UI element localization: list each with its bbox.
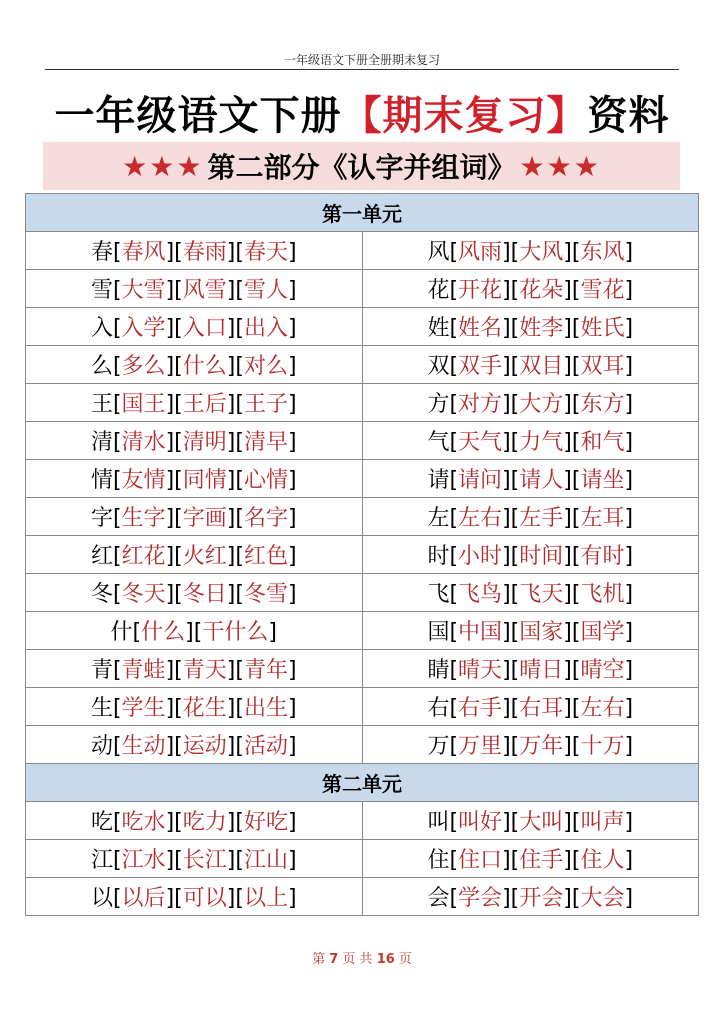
footer-total-pages: 16: [376, 952, 395, 967]
entry-character: 动: [90, 734, 113, 759]
footer-mid: 页 共: [342, 952, 373, 967]
entry-word: 王子: [243, 392, 288, 417]
section-title: 第二部分《认字并组词》: [207, 151, 516, 184]
entry-word: 入口: [182, 316, 227, 341]
unit-title: 第二单元: [26, 764, 699, 802]
entry-word: 住手: [519, 848, 564, 873]
entry-word: 冬日: [182, 582, 227, 607]
vocab-entry: 以[以后][可以][以上]: [26, 878, 363, 916]
entry-word: 花朵: [519, 278, 564, 303]
table-row: [26, 270, 699, 308]
entry-character: 红: [90, 544, 113, 569]
table-row: [26, 802, 699, 840]
entry-character: 春: [90, 240, 113, 265]
vocab-entry: 清[清水][清明][清早]: [26, 422, 363, 460]
vocab-entry: 气[天气][力气][和气]: [362, 422, 699, 460]
entry-character: 以: [90, 886, 113, 911]
entry-word: 姓名: [458, 316, 503, 341]
table-row: [26, 460, 699, 498]
vocab-entry: 方[对方][大方][东方]: [362, 384, 699, 422]
entry-word: 中国: [458, 620, 503, 645]
entry-character: 王: [90, 392, 113, 417]
entry-character: 万: [427, 734, 450, 759]
vocab-entry: 青[青蛙][青天][青年]: [26, 650, 363, 688]
entry-word: 住口: [458, 848, 503, 873]
entry-character: 左: [427, 506, 450, 531]
vocab-entry: 什[什么][干什么]: [26, 612, 363, 650]
entry-character: 叫: [427, 810, 450, 835]
vocab-entry: 万[万里][万年][十万]: [362, 726, 699, 764]
entry-word: 清早: [243, 430, 288, 455]
entry-character: 住: [427, 848, 450, 873]
entry-character: 吃: [90, 810, 113, 835]
entry-word: 飞天: [519, 582, 564, 607]
unit-title: 第一单元: [26, 194, 699, 232]
entry-word: 请人: [519, 468, 564, 493]
entry-character: 江: [90, 848, 113, 873]
entry-word: 晴空: [580, 658, 625, 683]
entry-word: 多么: [121, 354, 166, 379]
vocab-table: [25, 193, 699, 916]
entry-word: 左右: [458, 506, 503, 531]
entry-word: 大会: [580, 886, 625, 911]
entry-character: 青: [90, 658, 113, 683]
entry-word: 东方: [580, 392, 625, 417]
vocab-entry: 字[生字][字画][名字]: [26, 498, 363, 536]
entry-word: 出生: [243, 696, 288, 721]
entry-word: 对么: [243, 354, 288, 379]
entry-word: 叫好: [458, 810, 503, 835]
entry-word: 清水: [121, 430, 166, 455]
entry-word: 开花: [458, 278, 503, 303]
entry-word: 运动: [182, 734, 227, 759]
entry-character: 入: [90, 316, 113, 341]
footer-pre: 第: [312, 952, 326, 967]
table-row: [26, 308, 699, 346]
footer-post: 页: [398, 952, 412, 967]
title-highlight: 【期末复习】: [341, 93, 588, 139]
vocab-entry: 么[多么][什么][对么]: [26, 346, 363, 384]
table-row: [26, 422, 699, 460]
vocab-entry: 情[友情][同情][心情]: [26, 460, 363, 498]
entry-word: 对方: [458, 392, 503, 417]
vocab-entry: 动[生动][运动][活动]: [26, 726, 363, 764]
vocab-entry: 会[学会][开会][大会]: [362, 878, 699, 916]
entry-word: 春雨: [182, 240, 227, 265]
entry-word: 红花: [121, 544, 166, 569]
table-row: [26, 536, 699, 574]
entry-word: 小时: [458, 544, 503, 569]
entry-word: 大风: [519, 240, 564, 265]
vocab-entry: 入[入学][入口][出入]: [26, 308, 363, 346]
entry-word: 江水: [121, 848, 166, 873]
entry-word: 活动: [243, 734, 288, 759]
table-row: [26, 650, 699, 688]
table-row: [26, 346, 699, 384]
entry-word: 右手: [458, 696, 503, 721]
entry-word: 十万: [580, 734, 625, 759]
entry-word: 江山: [243, 848, 288, 873]
entry-word: 住人: [580, 848, 625, 873]
entry-word: 风雪: [182, 278, 227, 303]
section-banner: [43, 142, 680, 190]
entry-word: 大叫: [519, 810, 564, 835]
vocab-entry: 吃[吃水][吃力][好吃]: [26, 802, 363, 840]
entry-character: 清: [90, 430, 113, 455]
entry-word: 同情: [182, 468, 227, 493]
entry-word: 青蛙: [121, 658, 166, 683]
entry-word: 吃力: [182, 810, 227, 835]
table-row: [26, 726, 699, 764]
title-suffix: 资料: [587, 93, 670, 139]
entry-character: 时: [427, 544, 450, 569]
vocab-entry: 左[左右][左手][左耳]: [362, 498, 699, 536]
entry-character: 国: [427, 620, 450, 645]
entry-word: 王后: [182, 392, 227, 417]
entry-word: 国学: [580, 620, 625, 645]
vocab-entry: 睛[晴天][晴日][晴空]: [362, 650, 699, 688]
page-title: [0, 84, 724, 141]
entry-word: 冬雪: [243, 582, 288, 607]
header-rule: [45, 69, 679, 70]
entry-character: 右: [427, 696, 450, 721]
entry-word: 左耳: [580, 506, 625, 531]
entry-word: 东风: [580, 240, 625, 265]
table-row: [26, 878, 699, 916]
entry-character: 字: [90, 506, 113, 531]
entry-word: 国家: [519, 620, 564, 645]
entry-word: 双手: [458, 354, 503, 379]
entry-word: 学会: [458, 886, 503, 911]
entry-word: 什么: [182, 354, 227, 379]
entry-word: 大雪: [121, 278, 166, 303]
entry-character: 睛: [427, 658, 450, 683]
entry-character: 气: [427, 430, 450, 455]
entry-word: 雪花: [580, 278, 625, 303]
entry-word: 青天: [182, 658, 227, 683]
entry-word: 姓氏: [580, 316, 625, 341]
table-row: [26, 232, 699, 270]
entry-word: 时间: [519, 544, 564, 569]
entry-word: 万年: [519, 734, 564, 759]
entry-word: 什么: [141, 620, 186, 645]
entry-word: 飞机: [580, 582, 625, 607]
star-icons-left: ★★★: [122, 149, 204, 183]
entry-word: 青年: [243, 658, 288, 683]
vocab-entry: 江[江水][长江][江山]: [26, 840, 363, 878]
entry-word: 花生: [182, 696, 227, 721]
vocab-entry: 右[右手][右耳][左右]: [362, 688, 699, 726]
entry-word: 大方: [519, 392, 564, 417]
entry-character: 冬: [90, 582, 113, 607]
table-row: [26, 840, 699, 878]
vocab-entry: 双[双手][双目][双耳]: [362, 346, 699, 384]
entry-character: 姓: [427, 316, 450, 341]
entry-word: 火红: [182, 544, 227, 569]
entry-character: 飞: [427, 582, 450, 607]
entry-word: 开会: [519, 886, 564, 911]
entry-word: 好吃: [243, 810, 288, 835]
footer-page-number: 7: [329, 952, 339, 967]
entry-character: 花: [427, 278, 450, 303]
entry-word: 以后: [121, 886, 166, 911]
entry-word: 清明: [182, 430, 227, 455]
entry-character: 情: [90, 468, 113, 493]
entry-character: 生: [90, 696, 113, 721]
vocab-entry: 飞[飞鸟][飞天][飞机]: [362, 574, 699, 612]
vocab-entry: 住[住口][住手][住人]: [362, 840, 699, 878]
entry-word: 生字: [121, 506, 166, 531]
entry-word: 以上: [243, 886, 288, 911]
entry-word: 晴日: [519, 658, 564, 683]
entry-word: 吃水: [121, 810, 166, 835]
entry-word: 晴天: [458, 658, 503, 683]
entry-word: 生动: [121, 734, 166, 759]
entry-word: 名字: [243, 506, 288, 531]
vocab-entry: 花[开花][花朵][雪花]: [362, 270, 699, 308]
entry-word: 风雨: [458, 240, 503, 265]
entry-word: 左右: [580, 696, 625, 721]
vocab-entry: 红[红花][火红][红色]: [26, 536, 363, 574]
vocab-entry: 冬[冬天][冬日][冬雪]: [26, 574, 363, 612]
entry-word: 请坐: [580, 468, 625, 493]
entry-word: 可以: [182, 886, 227, 911]
table-row: [26, 384, 699, 422]
unit-header-row: [26, 764, 699, 802]
entry-word: 请问: [458, 468, 503, 493]
vocab-entry: 叫[叫好][大叫][叫声]: [362, 802, 699, 840]
entry-word: 友情: [121, 468, 166, 493]
entry-character: 么: [90, 354, 113, 379]
vocab-entry: 国[中国][国家][国学]: [362, 612, 699, 650]
entry-word: 出入: [243, 316, 288, 341]
entry-character: 方: [427, 392, 450, 417]
vocab-entry: 请[请问][请人][请坐]: [362, 460, 699, 498]
entry-character: 风: [427, 240, 450, 265]
table-row: [26, 574, 699, 612]
table-row: [26, 688, 699, 726]
entry-word: 学生: [121, 696, 166, 721]
vocab-entry: 姓[姓名][姓李][姓氏]: [362, 308, 699, 346]
entry-word: 干什么: [202, 620, 269, 645]
entry-word: 国王: [121, 392, 166, 417]
entry-character: 会: [427, 886, 450, 911]
entry-word: 红色: [243, 544, 288, 569]
vocab-entry: 风[风雨][大风][东风]: [362, 232, 699, 270]
entry-word: 春天: [243, 240, 288, 265]
entry-word: 力气: [519, 430, 564, 455]
entry-character: 双: [427, 354, 450, 379]
running-header: 一年级语文下册全册期末复习: [283, 53, 440, 67]
entry-word: 长江: [182, 848, 227, 873]
entry-word: 叫声: [580, 810, 625, 835]
entry-word: 左手: [519, 506, 564, 531]
entry-word: 冬天: [121, 582, 166, 607]
entry-word: 入学: [121, 316, 166, 341]
table-row: [26, 612, 699, 650]
entry-word: 右耳: [519, 696, 564, 721]
unit-header-row: [26, 194, 699, 232]
entry-character: 请: [427, 468, 450, 493]
star-icons-right: ★★★: [519, 149, 601, 183]
entry-character: 什: [110, 620, 133, 645]
table-row: [26, 498, 699, 536]
entry-word: 春风: [121, 240, 166, 265]
vocab-entry: 雪[大雪][风雪][雪人]: [26, 270, 363, 308]
entry-word: 有时: [580, 544, 625, 569]
entry-word: 天气: [458, 430, 503, 455]
entry-character: 雪: [90, 278, 113, 303]
entry-word: 心情: [243, 468, 288, 493]
page-footer: [0, 948, 724, 967]
vocab-entry: 时[小时][时间][有时]: [362, 536, 699, 574]
entry-word: 万里: [458, 734, 503, 759]
entry-word: 字画: [182, 506, 227, 531]
vocab-entry: 王[国王][王后][王子]: [26, 384, 363, 422]
entry-word: 飞鸟: [458, 582, 503, 607]
entry-word: 雪人: [243, 278, 288, 303]
title-prefix: 一年级语文下册: [54, 93, 342, 139]
entry-word: 和气: [580, 430, 625, 455]
entry-word: 双目: [519, 354, 564, 379]
vocab-entry: 生[学生][花生][出生]: [26, 688, 363, 726]
entry-word: 姓李: [519, 316, 564, 341]
vocab-entry: 春[春风][春雨][春天]: [26, 232, 363, 270]
entry-word: 双耳: [580, 354, 625, 379]
